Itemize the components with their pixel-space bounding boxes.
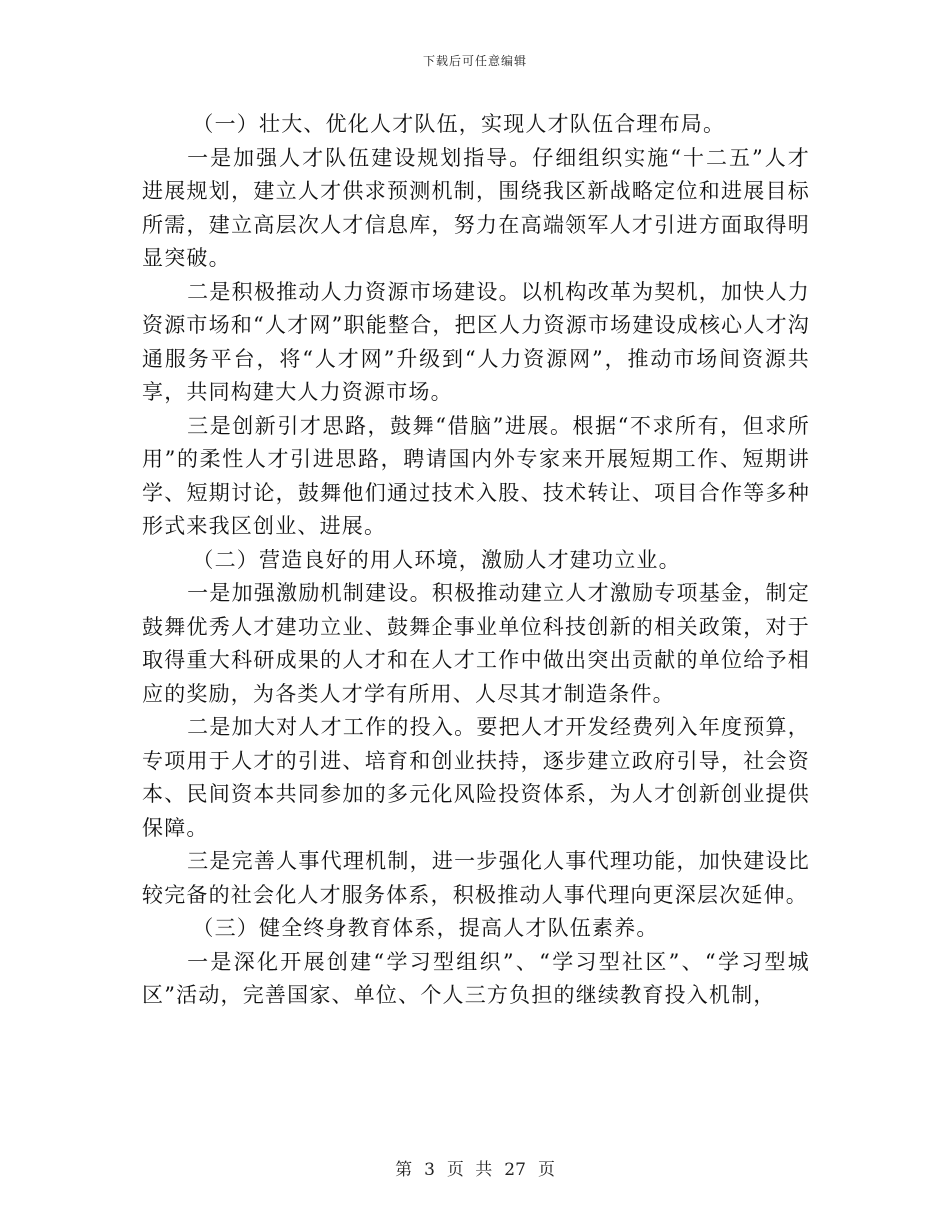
document-body <box>142 108 810 1013</box>
paragraph: 一是深化开展创建“学习型组织”、“学习型社区”、“学习型城区”活动，完善国家、单位、个人三方负担的继续教育投入机制， <box>142 949 810 1007</box>
paragraph: 一是加强人才队伍建设规划指导。仔细组织实施“十二五”人才进展规划，建立人才供求预测机制，围绕我区新战略定位和进展目标所需，建立高层次人才信息库，努力在高端领军人才引进方面取得明显突破。 <box>142 145 810 270</box>
footer-suffix: 页 <box>537 1160 555 1180</box>
page-footer <box>0 1155 950 1180</box>
page-header: 下载后可任意编辑 <box>422 54 527 68</box>
paragraph: 一是加强激励机制建设。积极推动建立人才激励专项基金，制定鼓舞优秀人才建功立业、鼓舞企事业单位科技创新的相关政策，对于取得重大科研成果的人才和在人才工作中做出突出贡献的单位给予相应的奖励，为各类人才学有所用、人尽其才制造条件。 <box>142 581 810 706</box>
paragraph: 二是积极推动人力资源市场建设。以机构改革为契机，加快人力资源市场和“人才网”职能整合，把区人力资源市场建设成核心人才沟通服务平台，将“人才网”升级到“人力资源网”，推动市场间资源共享，共同构建大人力资源市场。 <box>142 279 810 404</box>
current-page-number: 3 <box>424 1160 435 1180</box>
section-heading-2: （二）营造良好的用人环境，激励人才建功立业。 <box>192 547 681 572</box>
paragraph: 二是加大对人才工作的投入。要把人才开发经费列入年度预算，专项用于人才的引进、培育和创业扶持，逐步建立政府引导，社会资本、民间资本共同参加的多元化风险投资体系，为人才创新创业提供保障。 <box>142 715 810 840</box>
paragraph: 三是创新引才思路，鼓舞“借脑”进展。根据“不求所有，但求所用”的柔性人才引进思路，聘请国内外专家来开展短期工作、短期讲学、短期讨论，鼓舞他们通过技术入股、技术转让、项目合作等多种形式来我区创业、进展。 <box>142 413 810 538</box>
footer-prefix: 第 <box>395 1160 413 1180</box>
section-heading-1: （一）壮大、优化人才队伍，实现人才队伍合理布局。 <box>192 112 726 136</box>
total-page-count: 27 <box>504 1160 526 1180</box>
paragraph: 三是完善人事代理机制，进一步强化人事代理功能，加快建设比较完备的社会化人才服务体系，积极推动人事代理向更深层次延伸。 <box>142 849 810 907</box>
section-heading-3: （三）健全终身教育体系，提高人才队伍素养。 <box>192 916 659 940</box>
footer-mid: 页 共 <box>446 1160 493 1180</box>
